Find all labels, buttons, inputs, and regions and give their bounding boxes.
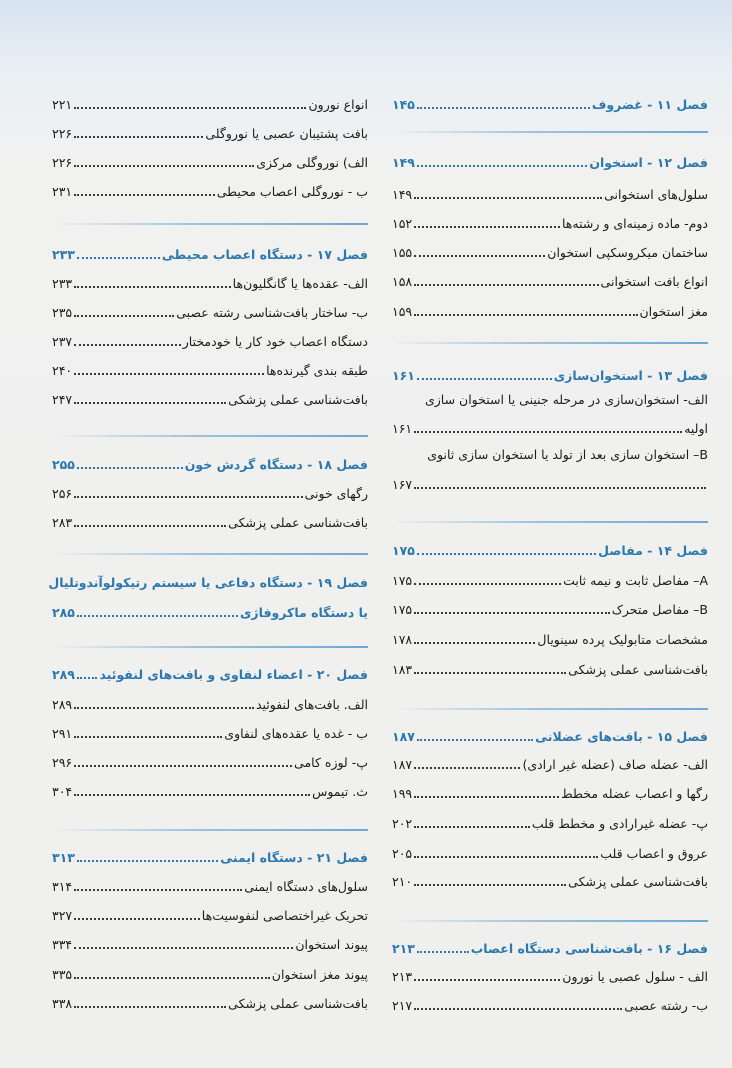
entry-title: ب- رشته عصبی (624, 998, 708, 1013)
toc-entry (52, 690, 368, 714)
toc-entry (392, 655, 708, 679)
toc-entry (392, 180, 708, 204)
toc-entry (52, 508, 368, 532)
page-number: ۱۵۸ (392, 274, 413, 289)
dot-leader (74, 947, 293, 949)
entry-title: فصل ۱۱ - غضروف (591, 97, 708, 112)
toc-entry (392, 385, 708, 409)
dot-leader (74, 373, 264, 375)
page-number: ۱۵۵ (392, 245, 413, 260)
section-divider (52, 223, 368, 225)
page-number: ۳۳۵ (52, 967, 73, 982)
page-number: ۱۷۵ (392, 602, 413, 617)
chapter-entry (52, 240, 368, 264)
section-divider (392, 521, 708, 523)
page-number: ۱۴۵ (392, 97, 415, 112)
toc-entry (392, 750, 708, 774)
page-number: ۲۸۵ (52, 605, 75, 620)
entry-title: پ- عضله غیرارادی و مخطط قلب (531, 816, 708, 831)
page-number: ۱۶۱ (392, 368, 415, 383)
toc-entry (392, 595, 708, 619)
page-number: ۱۹۹ (392, 786, 413, 801)
page-number: ۲۳۳ (52, 247, 75, 262)
page-number: ۳۱۴ (52, 879, 73, 894)
entry-title: B– مفاصل متحرک (611, 602, 708, 617)
dot-leader (414, 314, 637, 316)
page-number: ۲۳۵ (52, 305, 73, 320)
entry-title: دوم- ماده زمینه‌ای و رشته‌ها (561, 216, 708, 231)
entry-title: فصل ۱۵ - بافت‌های عضلانی (535, 729, 708, 744)
dot-leader (74, 107, 306, 109)
toc-entry (52, 119, 368, 143)
page-number: ۲۱۷ (392, 998, 413, 1013)
entry-title: الف- عضله صاف (عضله غیر ارادی) (522, 757, 708, 772)
toc-entry (52, 148, 368, 172)
page-number: ۱۸۷ (392, 729, 415, 744)
page-number: ۱۵۲ (392, 216, 413, 231)
dot-leader (74, 736, 222, 738)
dot-leader (74, 194, 215, 196)
dot-leader (414, 796, 559, 798)
entry-title: اولیه (684, 421, 708, 436)
dot-leader (414, 767, 520, 769)
toc-entry (52, 872, 368, 896)
entry-title: الف) نوروگلی مرکزی (256, 155, 368, 170)
entry-title: فصل ۱۴ - مفاصل (598, 543, 708, 558)
page-number: ۱۷۸ (392, 632, 413, 647)
dot-leader (74, 765, 292, 767)
toc-entry (392, 238, 708, 262)
entry-title: بافت پشتیبان عصبی یا نوروگلی (205, 126, 368, 141)
toc-entry (52, 356, 368, 380)
entry-title: سلول‌های دستگاه ایمنی (244, 879, 368, 894)
page-number: ۱۷۵ (392, 543, 415, 558)
toc-entry (52, 177, 368, 201)
section-divider (52, 435, 368, 437)
page-number: ۲۲۶ (52, 126, 73, 141)
dot-leader (417, 378, 552, 380)
page-number: ۱۶۷ (392, 477, 413, 492)
toc-entry (392, 867, 708, 891)
page-number: ۱۵۹ (392, 304, 413, 319)
toc-entry (52, 748, 368, 772)
toc-entry (52, 298, 368, 322)
toc-entry (392, 839, 708, 863)
entry-title: مغز استخوان (639, 304, 708, 319)
page-number: ۱۴۹ (392, 155, 415, 170)
page-number: ۲۵۶ (52, 486, 73, 501)
page-number: ۳۳۴ (52, 937, 73, 952)
dot-leader (74, 1006, 226, 1008)
entry-title: یا دستگاه ماکروفاژی (239, 605, 368, 620)
dot-leader (417, 951, 469, 953)
dot-leader (417, 165, 587, 167)
dot-leader (77, 257, 160, 259)
toc-entry (392, 440, 708, 464)
page-number: ۲۸۹ (52, 667, 75, 682)
dot-leader (77, 615, 238, 617)
dot-leader (414, 856, 598, 858)
entry-title: انواع بافت استخوانی (600, 274, 708, 289)
chapter-entry (392, 536, 708, 560)
dot-leader (74, 889, 242, 891)
toc-entry (52, 327, 368, 351)
dot-leader (414, 642, 535, 644)
dot-leader (74, 286, 231, 288)
entry-title: بافت‌شناسی عملی پزشکی (568, 874, 708, 889)
dot-leader (414, 583, 561, 585)
page-number: ۳۱۳ (52, 850, 75, 865)
entry-title: ب- ساختار بافت‌شناسی رشته عصبی (176, 305, 368, 320)
entry-title: تحریک غیراختصاصی لنفوسیت‌ها (201, 908, 368, 923)
page-number: ۱۸۳ (392, 662, 413, 677)
entry-title: رگهای خونی (304, 486, 368, 501)
dot-leader (414, 1008, 622, 1010)
page-number: ۲۲۱ (52, 97, 73, 112)
page-number: ۲۳۷ (52, 334, 73, 349)
toc-entry (392, 267, 708, 291)
entry-title: فصل ۱۸ - دستگاه گردش خون (184, 457, 368, 472)
toc-entry (52, 90, 368, 114)
dot-leader (414, 431, 682, 433)
entry-title: ب - نوروگلی اعصاب محیطی (216, 184, 368, 199)
entry-title: ساختمان میکروسکپی استخوان (547, 245, 708, 260)
entry-title: فصل ۱۶ - بافت‌شناسی دستگاه اعصاب (470, 941, 708, 956)
entry-title: بافت‌شناسی عملی پزشکی (228, 392, 368, 407)
chapter-entry (52, 843, 368, 867)
entry-title: الف. بافت‌های لنفوئید (255, 697, 368, 712)
page-number: ۲۸۹ (52, 697, 73, 712)
chapter-entry (392, 934, 708, 958)
entry-title: پ- لوزه کامی (294, 755, 368, 770)
dot-leader (74, 344, 181, 346)
entry-title: فصل ۱۹ - دستگاه دفاعی یا سیستم رتیکولوآندوتلیال (48, 575, 368, 590)
toc-entry (52, 960, 368, 984)
page-number: ۲۸۳ (52, 515, 73, 530)
page-number: ۲۲۶ (52, 155, 73, 170)
page-number: ۲۹۶ (52, 755, 73, 770)
dot-leader (414, 197, 602, 199)
chapter-entry (392, 722, 708, 746)
chapter-entry (48, 568, 368, 592)
dot-leader (77, 860, 218, 862)
page-number: ۲۰۵ (392, 846, 413, 861)
entry-title: مشخصات متابولیک پرده سینویال (537, 632, 708, 647)
entry-title: فصل ۱۳ - استخوان‌سازی (553, 368, 708, 383)
page-number: ۱۷۵ (392, 573, 413, 588)
dot-leader (74, 315, 174, 317)
entry-title: ب - غده یا عقده‌های لنفاوی (224, 726, 368, 741)
dot-leader (414, 226, 560, 228)
dot-leader (74, 794, 310, 796)
dot-leader (414, 826, 530, 828)
dot-leader (74, 402, 226, 404)
dot-leader (417, 739, 533, 741)
dot-leader (414, 612, 610, 614)
toc-entry (52, 930, 368, 954)
toc-entry (52, 385, 368, 409)
toc-entry (52, 479, 368, 503)
page-number: ۲۱۰ (392, 874, 413, 889)
entry-title: رگها و اعصاب عضله مخطط (561, 786, 708, 801)
page-number: ۱۸۷ (392, 757, 413, 772)
chapter-entry (392, 148, 708, 172)
toc-entry (392, 414, 708, 438)
toc-entry (392, 209, 708, 233)
dot-leader (414, 979, 560, 981)
entry-title: فصل ۱۲ - استخوان (589, 155, 708, 170)
section-divider (52, 646, 368, 648)
entry-title: عروق و اعصاب قلب (600, 846, 708, 861)
toc-entry (392, 962, 708, 986)
page-number: ۲۴۰ (52, 363, 73, 378)
dot-leader (414, 284, 598, 286)
dot-leader (74, 165, 254, 167)
dot-leader (77, 677, 98, 679)
entry-title: A– مفاصل ثابت و نیمه ثابت (563, 573, 708, 588)
entry-title: بافت‌شناسی عملی پزشکی (568, 662, 708, 677)
toc-entry (392, 470, 708, 494)
page-number: ۲۰۲ (392, 816, 413, 831)
page-number: ۲۱۳ (392, 941, 415, 956)
toc-entry (52, 269, 368, 293)
entry-title: B– استخوان سازی بعد از تولد یا استخوان سازی ثانوی (427, 447, 708, 462)
toc-entry (392, 566, 708, 590)
page-number: ۳۳۸ (52, 996, 73, 1011)
toc-entry (52, 989, 368, 1013)
page-number: ۲۳۱ (52, 184, 73, 199)
entry-title: الف - سلول عصبی یا نورون (562, 969, 708, 984)
chapter-entry (52, 660, 368, 684)
dot-leader (74, 496, 302, 498)
entry-title: الف- عقده‌ها یا گانگلیون‌ها (232, 276, 368, 291)
entry-title: دستگاه اعصاب خود کار یا خودمختار (182, 334, 368, 349)
toc-entry (392, 991, 708, 1015)
toc-entry (392, 297, 708, 321)
section-divider (392, 131, 708, 133)
page-number: ۳۰۴ (52, 784, 73, 799)
page-number: ۲۴۷ (52, 392, 73, 407)
section-divider (392, 342, 708, 344)
dot-leader (74, 977, 270, 979)
entry-title: بافت‌شناسی عملی پزشکی (228, 996, 368, 1011)
entry-title: بافت‌شناسی عملی پزشکی (228, 515, 368, 530)
dot-leader (414, 884, 566, 886)
page-number: ۲۹۱ (52, 726, 73, 741)
entry-title: ث. تیموس (312, 784, 368, 799)
page-number: ۲۱۳ (392, 969, 413, 984)
dot-leader (414, 672, 566, 674)
toc-entry (392, 625, 708, 649)
toc-entry (392, 779, 708, 803)
toc-entry (52, 777, 368, 801)
dot-leader (414, 255, 545, 257)
entry-title: پیوند مغز استخوان (271, 967, 368, 982)
page-number: ۱۶۱ (392, 421, 413, 436)
dot-leader (417, 553, 596, 555)
section-divider (392, 708, 708, 710)
section-divider (392, 920, 708, 922)
toc-entry (392, 809, 708, 833)
entry-title: انواع نورون (308, 97, 368, 112)
page-number: ۳۲۷ (52, 908, 73, 923)
chapter-entry (52, 598, 368, 622)
toc-entry (52, 719, 368, 743)
entry-title: فصل ۱۷ - دستگاه اعصاب محیطی (161, 247, 368, 262)
entry-title: الف- استخوان‌سازی در مرحله جنینی یا استخوان سازی (424, 392, 708, 407)
entry-title: طبقه بندی گیرنده‌ها (266, 363, 368, 378)
entry-title: فصل ۲۱ - دستگاه ایمنی (220, 850, 368, 865)
dot-leader (74, 918, 200, 920)
dot-leader (74, 707, 254, 709)
dot-leader (414, 487, 706, 489)
chapter-entry (52, 450, 368, 474)
toc-entry (52, 901, 368, 925)
section-divider (52, 553, 368, 555)
chapter-entry (392, 90, 708, 114)
dot-leader (74, 136, 203, 138)
chapter-entry (392, 361, 708, 385)
dot-leader (77, 467, 183, 469)
dot-leader (417, 107, 590, 109)
entry-title: سلول‌های استخوانی (604, 187, 708, 202)
entry-title: پیوند استخوان (295, 937, 368, 952)
dot-leader (74, 525, 226, 527)
section-divider (52, 829, 368, 831)
page-number: ۲۳۳ (52, 276, 73, 291)
page-number: ۲۵۵ (52, 457, 75, 472)
entry-title: فصل ۲۰ - اعضاء لنفاوی و بافت‌های لنفوئید (99, 667, 368, 682)
page-number: ۱۴۹ (392, 187, 413, 202)
